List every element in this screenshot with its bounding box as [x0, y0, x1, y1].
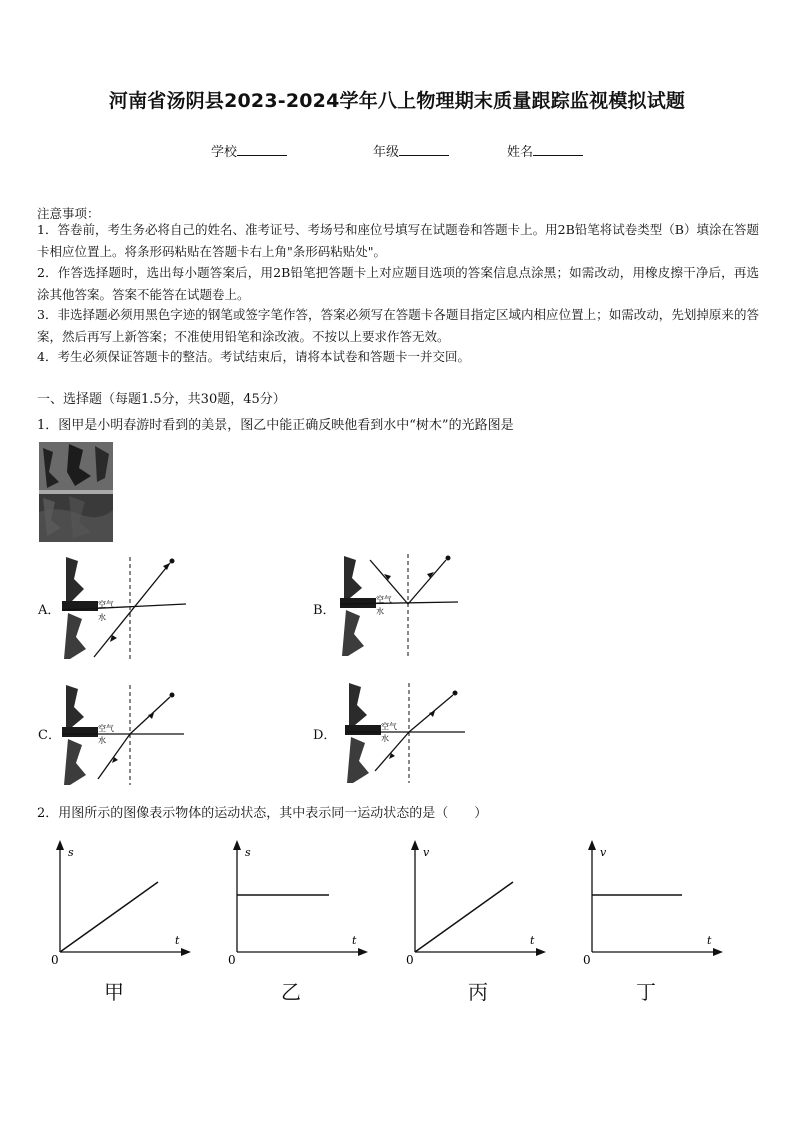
x-axis-label: t: [175, 934, 180, 947]
section-heading: 一、选择题（每题1.5分，共30题，45分）: [37, 392, 286, 407]
page-title: 河南省汤阴县2023-2024学年八上物理期末质量跟踪监视模拟试题: [108, 90, 686, 112]
option-c-diagram[interactable]: [62, 683, 187, 788]
grade-field[interactable]: [373, 141, 449, 160]
question-1-text: 1．图甲是小明春游时看到的美景，图乙中能正确反映他看到水中“树木”的光路图是: [37, 418, 514, 433]
graph-ding: [576, 838, 726, 968]
graph-jia: [44, 838, 194, 968]
option-d-label[interactable]: D．: [313, 728, 337, 743]
origin-label: 0: [228, 953, 236, 967]
graph-caption: 乙: [281, 980, 301, 1004]
option-c-label[interactable]: C．: [38, 728, 61, 743]
option-a-label[interactable]: A．: [38, 603, 61, 618]
origin-label: 0: [51, 953, 59, 967]
grade-blank[interactable]: [399, 142, 449, 156]
origin-label: 0: [406, 953, 414, 967]
y-axis-label: s: [68, 846, 74, 859]
graph-bing: [399, 838, 549, 968]
option-d-diagram[interactable]: [345, 681, 470, 786]
name-label: 姓名: [507, 145, 534, 160]
x-axis-label: t: [352, 934, 357, 947]
school-blank[interactable]: [237, 142, 287, 156]
name-blank[interactable]: [533, 142, 583, 156]
water-label: 水: [98, 613, 106, 622]
note-item: 2．作答选择题时，选出每小题答案后，用2B铅笔把答题卡上对应题目选项的答案信息点涂黑；如需改动，用橡皮擦干净后，再选涂其他答案。答案不能答在试题卷上。: [37, 265, 759, 302]
note-item: 1．答卷前，考生务必将自己的姓名、准考证号、考场号和座位号填写在试题卷和答题卡上。用2B铅笔将试卷类型（B）填涂在答题卡相应位置上。将条形码粘贴在答题卡右上角"条形码粘贴处"。: [37, 222, 759, 259]
notes-heading: 注意事项：: [37, 206, 100, 221]
y-axis-label: v: [423, 846, 430, 859]
water-label: 水: [381, 734, 389, 743]
x-axis-label: t: [707, 934, 712, 947]
spring-scene-photo: [39, 442, 113, 542]
air-label: 空气: [98, 600, 114, 609]
origin-label: 0: [583, 953, 591, 967]
air-label: 空气: [98, 724, 114, 733]
name-field[interactable]: [507, 141, 583, 160]
air-label: 空气: [381, 722, 397, 731]
water-label: 水: [98, 736, 106, 745]
x-axis-label: t: [530, 934, 535, 947]
water-label: 水: [376, 607, 384, 616]
graph-caption: 甲: [104, 980, 124, 1004]
question-2-text: 2．用图所示的图像表示物体的运动状态，其中表示同一运动状态的是（ ）: [37, 806, 488, 821]
grade-label: 年级: [373, 145, 400, 160]
y-axis-label: v: [600, 846, 607, 859]
note-item: 3．非选择题必须用黑色字迹的钢笔或签字笔作答，答案必须写在答题卡各题目指定区域内相应位置上；如需改动，先划掉原来的答案，然后再写上新答案；不准使用铅笔和涂改液。不按以上要求作答无效。: [37, 307, 759, 344]
note-item: 4．考生必须保证答题卡的整洁。考试结束后，请将本试卷和答题卡一并交回。: [37, 349, 470, 364]
school-label: 学校: [211, 145, 238, 160]
graph-caption: 丁: [636, 980, 656, 1004]
air-label: 空气: [376, 595, 392, 604]
option-a-diagram[interactable]: [62, 555, 187, 660]
option-b-diagram[interactable]: [340, 552, 465, 657]
school-field[interactable]: [211, 141, 287, 160]
graph-yi: [221, 838, 371, 968]
option-b-label[interactable]: B．: [313, 603, 336, 618]
graph-caption: 丙: [468, 980, 488, 1004]
y-axis-label: s: [245, 846, 251, 859]
